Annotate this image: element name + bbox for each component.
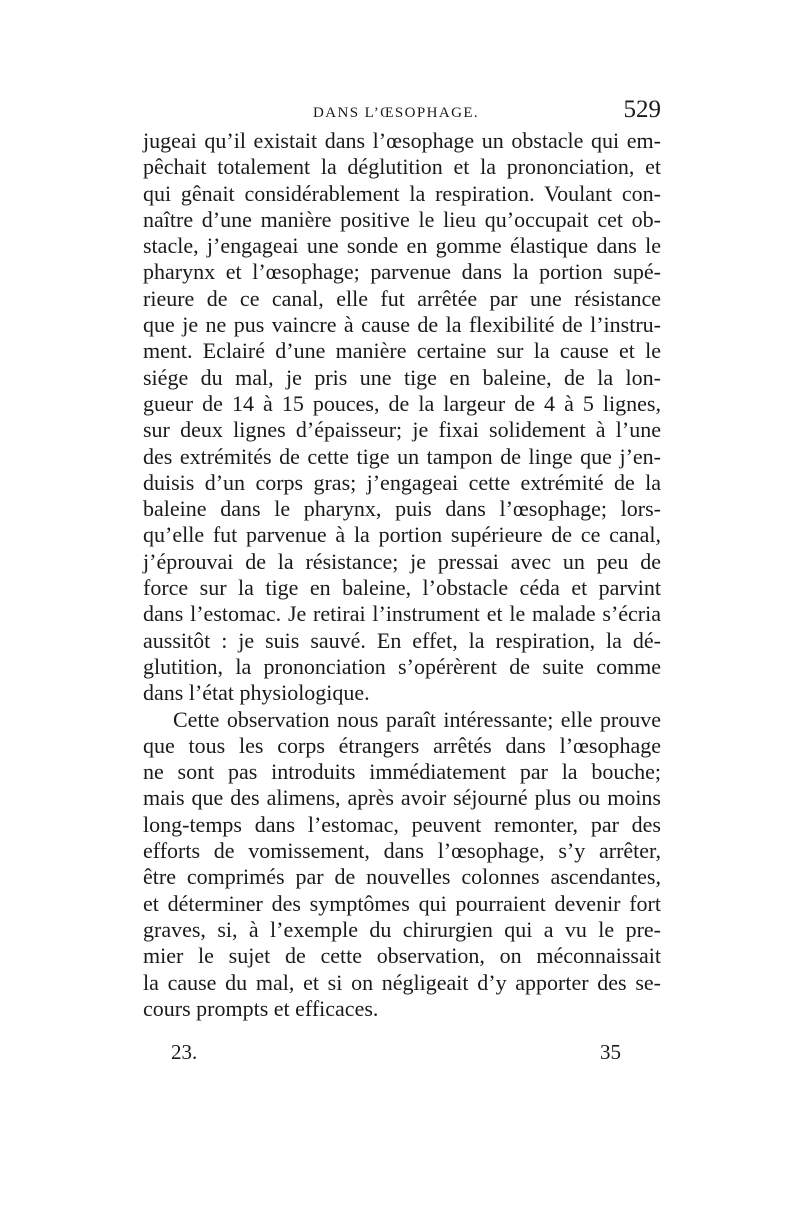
text-line: sur deux lignes d’épaisseur; je fixai solidement à l’une (143, 417, 661, 443)
text-line: j’éprouvai de la résistance; je pressai avec un peu de (143, 548, 661, 574)
text-line: la cause du mal, et si on négligeait d’y apporter des se- (143, 969, 661, 995)
text-line: force sur la tige en baleine, l’obstacle céda et parvint (143, 575, 661, 601)
text-line: que je ne pus vaincre à cause de la flexibilité de l’instru- (143, 312, 661, 338)
text-line: dans l’estomac. Je retirai l’instrument et le malade s’écria (143, 601, 661, 627)
running-head (143, 96, 661, 128)
text-line: et déterminer des symptômes qui pourraient devenir fort (143, 890, 661, 916)
running-title: DANS L’ŒSOPHAGE. (313, 105, 480, 121)
text-line: siége du mal, je pris une tige en baleine, de la lon- (143, 364, 661, 390)
text-line: Cette observation nous paraît intéressante; elle prouve (173, 706, 661, 732)
text-line: glutition, la prononciation s’opérèrent de suite comme (143, 653, 661, 679)
text-line: graves, si, à l’exemple du chirurgien qui a vu le pre- (143, 916, 661, 942)
page-number: 529 (623, 96, 661, 123)
text-line: rieure de ce canal, elle fut arrêtée par une résistance (143, 285, 661, 311)
text-line: aussitôt : je suis sauvé. En effet, la respiration, la dé- (143, 627, 661, 653)
text-line: qui gênait considérablement la respiration. Voulant con- (143, 180, 661, 206)
text-line: ment. Eclairé d’une manière certaine sur la cause et le (143, 338, 661, 364)
text-line: que tous les corps étrangers arrêtés dans l’œsophage (143, 732, 661, 758)
signature-mark: 23. (171, 1040, 198, 1064)
text-line: qu’elle fut parvenue à la portion supérieure de ce canal, (143, 522, 661, 548)
text-line: efforts de vomissement, dans l’œsophage, s’y arrêter, (143, 838, 661, 864)
text-line: jugeai qu’il existait dans l’œsophage un obstacle qui em- (143, 128, 661, 153)
paragraph-2 (143, 707, 661, 1023)
text-line: stacle, j’engageai une sonde en gomme élastique dans le (143, 233, 661, 259)
text-line: ne sont pas introduits immédiatement par la bouche; (143, 759, 661, 785)
text-line: baleine dans le pharynx, puis dans l’œsophage; lors- (143, 496, 661, 522)
text-line: mais que des alimens, après avoir séjourné plus ou moins (143, 785, 661, 811)
text-line: des extrémités de cette tige un tampon de linge que j’en- (143, 443, 661, 469)
signature-line (143, 1040, 661, 1068)
text-line: être comprimés par de nouvelles colonnes ascendantes, (143, 864, 661, 890)
signature-number: 35 (600, 1040, 621, 1064)
text-line: long-temps dans l’estomac, peuvent remonter, par des (143, 811, 661, 837)
text-line: dans l’état physiologique. (143, 680, 370, 706)
text-line: cours prompts et efficaces. (143, 995, 379, 1021)
text-line: duisis d’un corps gras; j’engageai cette extrémité de la (143, 469, 661, 495)
text-line: mier le sujet de cette observation, on méconnaissait (143, 943, 661, 969)
paragraph-1 (143, 128, 661, 707)
text-line: pharynx et l’œsophage; parvenue dans la portion supé- (143, 259, 661, 285)
text-line: pêchait totalement la déglutition et la prononciation, et (143, 154, 661, 180)
text-line: naître d’une manière positive le lieu qu’occupait cet ob- (143, 206, 661, 232)
text-line: gueur de 14 à 15 pouces, de la largeur de 4 à 5 lignes, (143, 390, 661, 416)
body-text (143, 128, 661, 1022)
